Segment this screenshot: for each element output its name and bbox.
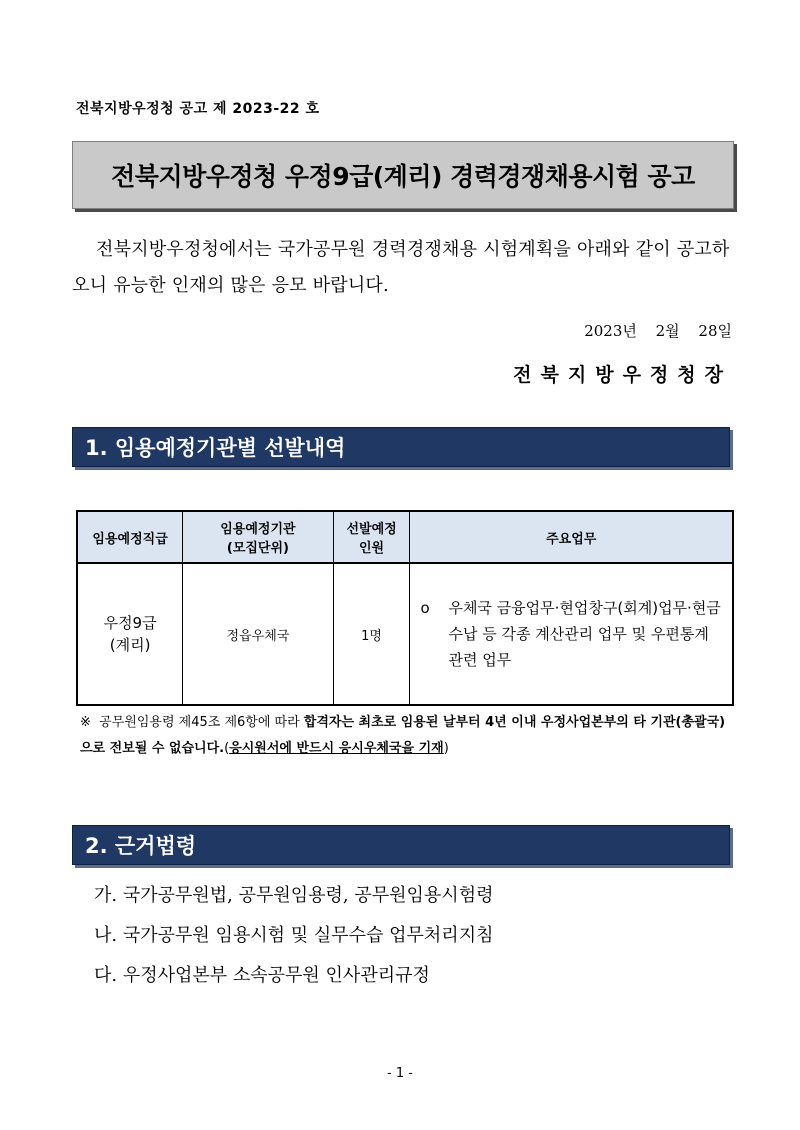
announcement-date: 2023년 2월 28일 [584, 322, 732, 340]
cell-agency: 정읍우체국 [183, 563, 334, 705]
law-list [94, 876, 493, 996]
header-agency: 임용예정기관 (모집단위) [183, 511, 334, 563]
table-header-row [77, 511, 733, 563]
law-list-item: 다. 우정사업본부 소속공무원 인사관리규정 [94, 965, 430, 986]
page-number: - 1 - [387, 1066, 413, 1081]
footnote-underlined-text: 응시원서에 반드시 응시우체국을 기재 [229, 741, 444, 756]
footnote-paren-close: ) [443, 741, 449, 756]
duty-bullet: o [420, 599, 430, 617]
section-2-heading: 2. 근거법령 [72, 825, 730, 865]
footnote-plain-text: 공무원임용령 제45조 제6항에 따라 [99, 715, 300, 730]
footnote-mark: ※ [80, 715, 91, 730]
table-footnote [80, 710, 734, 762]
signer-name: 전북지방우정청장 [513, 364, 732, 386]
intro-paragraph: 전북지방우정청에서는 국가공무원 경력경쟁채용 시험계획을 아래와 같이 공고하오니 유능한 인재의 많은 응모 바랍니다. [72, 239, 730, 296]
header-duty: 주요업무 [410, 511, 733, 563]
header-grade: 임용예정직급 [77, 511, 183, 563]
cell-duty [410, 563, 733, 705]
cell-count: 1명 [333, 563, 410, 705]
law-list-item: 가. 국가공무원법, 공무원임용령, 공무원임용시험령 [94, 885, 494, 906]
duty-text: 우체국 금융업무·현업창구(회계)업무·현금수납 등 각종 계산관리 업무 및 우편통계 관련 업무 [448, 599, 721, 669]
section-1-heading: 1. 임용예정기관별 선발내역 [72, 427, 730, 467]
header-count: 선발예정 인원 [333, 511, 410, 563]
table-row [77, 563, 733, 705]
cell-grade: 우정9급 (계리) [77, 563, 183, 705]
footnote-bold-text: 합격자는 최초로 임용된 날부터 4년 이내 우정사업본부의 타 기관(총괄국)으로 전보될 수 없습니다. [80, 715, 726, 756]
recruitment-table [76, 510, 734, 706]
law-list-item: 나. 국가공무원 임용시험 및 실무수습 업무처리지침 [94, 925, 494, 946]
footnote-paren-open: ( [224, 741, 230, 756]
notice-number: 전북지방우정청 공고 제 2023-22 호 [76, 101, 320, 117]
document-title: 전북지방우정청 우정9급(계리) 경력경쟁채용시험 공고 [72, 141, 734, 209]
